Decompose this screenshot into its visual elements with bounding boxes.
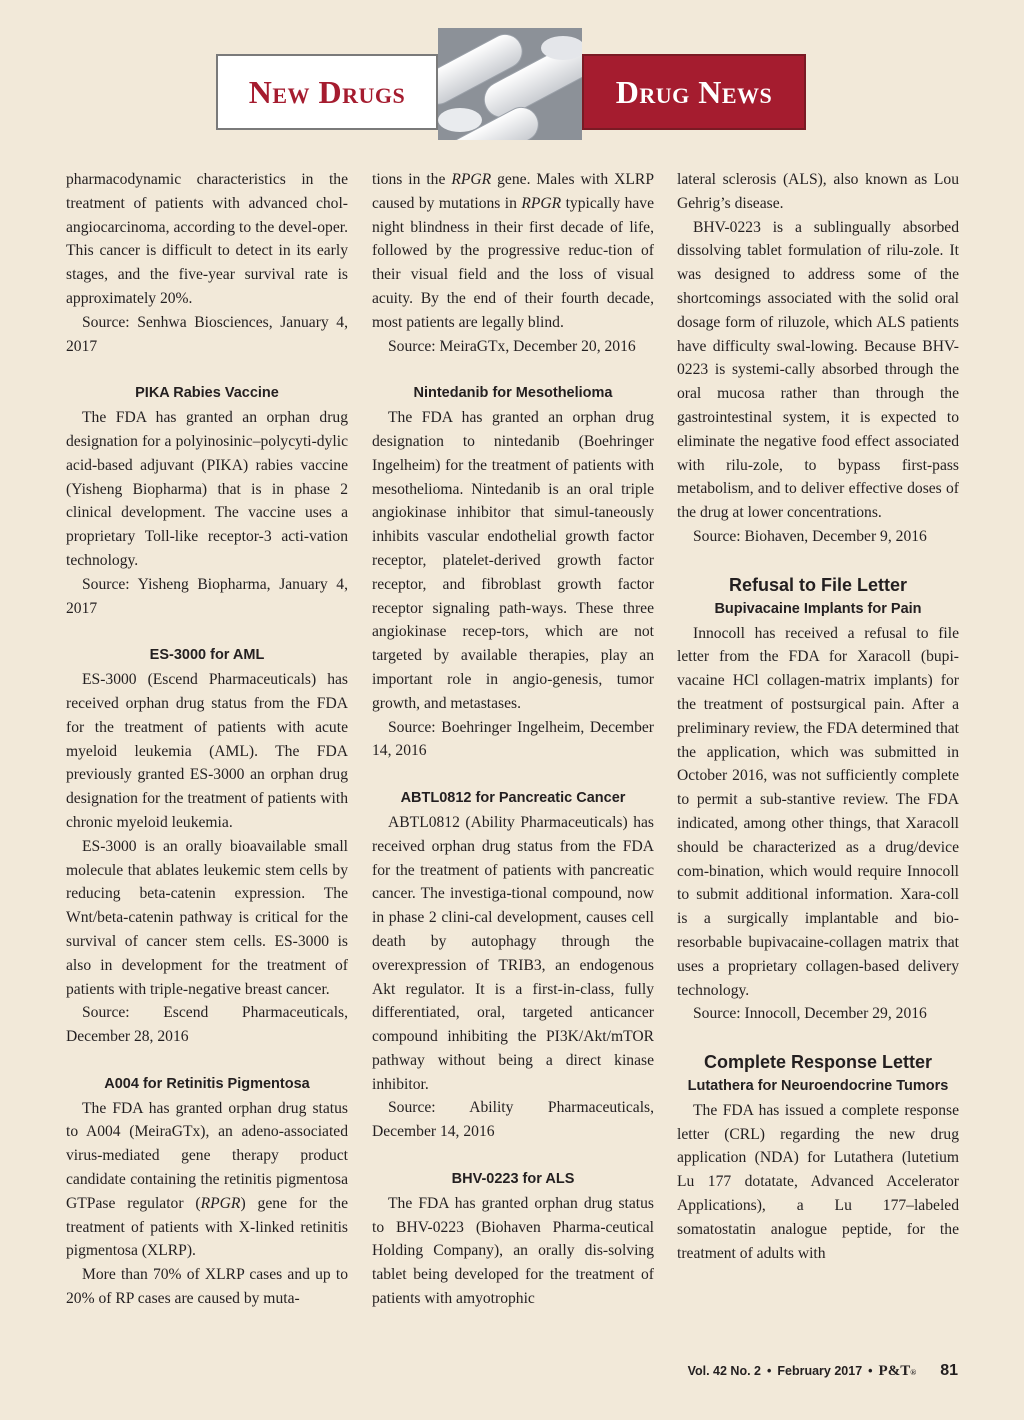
heading-es3000-aml: ES-3000 for AML — [149, 647, 265, 664]
pills-illustration — [438, 28, 582, 140]
text-run: typically have night blindness in their first decade of life, followed by the progressive reduc-tion of their visual field and the loss of visual acuity. By the end of their fourth decade, most patients are legally blind. — [372, 194, 655, 331]
heading-refusal-to-file-letter: Refusal to File Letter — [728, 574, 908, 595]
gene-name: RPGR — [521, 194, 562, 212]
new-drugs-label-box — [216, 54, 438, 130]
source-line: Source: Boehringer Ingelheim, December 14, 2016 — [372, 718, 654, 760]
source-line: Source: Biohaven, December 9, 2016 — [693, 527, 927, 545]
body-paragraph — [66, 1097, 348, 1264]
body-paragraph: Innocoll has received a refusal to file letter from the FDA for Xaracoll (bupi-vacaine HCl collagen-matrix implants) for the treatment of postsurgical pain. After a preliminary review, the FDA determined that the application, which was submitted in October 2016, was not sufficiently complete to permit a sub-stantive review. The FDA indicated, among other things, that Xaracoll should be characterized as a drug/device com-bination, which would require Innocoll to submit additional information. Xara-coll is a surgically implantable and bio-resorbable bupivacaine-collagen matrix that uses a proprietary collagen-based delivery technology. — [677, 624, 959, 999]
heading-lutathera-neuroendocrine: Lutathera for Neuroendocrine Tumors — [687, 1078, 949, 1095]
column-3 — [677, 168, 959, 1265]
text-run: The FDA has granted orphan drug status to A004 (MeiraGTx), an adeno-associated virus-mediated gene therapy product candidate containing the retinitis pigmentosa GTPase regulator ( — [66, 1099, 348, 1212]
heading-abtl0812-pancreatic-cancer: ABTL0812 for Pancreatic Cancer — [400, 790, 626, 807]
separator-bullet: • — [868, 1364, 873, 1378]
text-run: tions in the — [372, 171, 452, 188]
heading-nintedanib-mesothelioma: Nintedanib for Mesothelioma — [413, 385, 613, 402]
pills-photo — [438, 28, 582, 140]
body-paragraph: pharmacodynamic characteristics in the treatment of patients with advanced chol-angiocarcinoma, according to the devel-oper. This cancer is difficult to detect in its early stages, and the five-year survival rate is approximately 20%. — [66, 171, 348, 307]
section-banner — [216, 28, 808, 140]
heading-complete-response-letter: Complete Response Letter — [703, 1052, 933, 1073]
separator-bullet: • — [766, 1364, 772, 1378]
body-paragraph: The FDA has granted orphan drug status to BHV-0223 (Biohaven Pharma-ceutical Holding Company), an orally dis-solving tablet being developed for the treatment of patients with amyotrophic — [372, 1194, 654, 1308]
journal-title: P&T — [878, 1363, 911, 1379]
page-footer — [688, 1362, 958, 1380]
body-paragraph: More than 70% of XLRP cases and up to 20% of RP cases are caused by muta- — [66, 1266, 348, 1308]
body-paragraph — [372, 168, 654, 335]
heading-a004-retinitis-pigmentosa: A004 for Retinitis Pigmentosa — [104, 1075, 310, 1092]
gene-name: RPGR — [451, 171, 492, 188]
body-paragraph: lateral sclerosis (ALS), also known as Lou Gehrig’s disease. — [677, 171, 959, 212]
body-paragraph: ES-3000 (Escend Pharmaceuticals) has received orphan drug status from the FDA for the treatment of patients with acute myeloid leukemia (AML). The FDA previously granted ES-3000 an orphan drug designation for the treatment of patients with chronic myeloid leukemia. — [66, 671, 348, 831]
body-paragraph: The FDA has granted an orphan drug designation for a polyinosinic–polycyti-dylic acid-based adjuvant (PIKA) rabies vaccine (Yisheng Biopharma) that is in phase 2 clinical development. The vaccine uses a proprietary Toll-like receptor-3 acti-vation technology. — [66, 409, 348, 569]
drug-news-label: Drug News — [615, 73, 773, 110]
text-run: ) gene for the treatment of patients with X-linked retinitis pigmentosa (XLRP). — [66, 1194, 348, 1260]
source-line: Source: Innocoll, December 29, 2016 — [693, 1005, 927, 1023]
body-paragraph: ABTL0812 (Ability Pharmaceuticals) has received orphan drug status from the FDA for the treatment of patients with pancreatic cancer. The investiga-tional compound, now in phase 2 clini-cal development, causes cell death by autophagy through the overexpression of TRIB3, an endogenous Akt regulator. It is a first-in-class, fully differentiated, oral, targeted anticancer compound inhibiting the PI3K/Akt/mTOR pathway without being a direct kinase inhibitor. — [372, 813, 654, 1093]
source-line: Source: Yisheng Biopharma, January 4, 2017 — [66, 575, 348, 617]
page-number: 81 — [940, 1362, 958, 1379]
column-2 — [372, 168, 654, 1311]
drug-news-label-box — [582, 54, 806, 130]
journal-name — [879, 1363, 917, 1380]
source-line: Source: Ability Pharmaceuticals, December 14, 2016 — [372, 1099, 654, 1141]
text-run: gene. Males with XLRP caused by mutations in — [372, 171, 654, 212]
source-line: Source: Escend Pharmaceuticals, December 28, 2016 — [66, 1004, 348, 1046]
gene-name: RPGR — [200, 1194, 241, 1212]
registered-mark: ® — [910, 1368, 917, 1377]
volume-issue: Vol. 42 No. 2 — [687, 1364, 761, 1378]
body-paragraph: The FDA has issued a complete response letter (CRL) regarding the new drug application (NDA) for Lutathera (lutetium Lu 177 dotatate, Advanced Accelerator Applications), a Lu 177–labeled somatostatin analogue peptide, for the treatment of adults with — [677, 1101, 959, 1262]
new-drugs-label: New Drugs — [248, 73, 406, 110]
body-paragraph: ES-3000 is an orally bioavailable small molecule that ablates leukemic stem cells by reducing beta-catenin expression. The Wnt/beta-catenin pathway is critical for the survival of cancer stem cells. ES-3000 is also in development for the treatment of patients with triple-negative breast cancer. — [66, 837, 348, 998]
issue-date: February 2017 — [777, 1364, 863, 1378]
body-paragraph: BHV-0223 is a sublingually absorbed dissolving tablet formulation of rilu-zole. It was designed to address some of the shortcomings associated with the solid oral dosage form of riluzole, which ALS patients have difficulty swal-lowing. Because BHV-0223 is systemi-cally absorbed through the oral mucosa rather than through the gastrointestinal system, it is expected to eliminate the negative food effect associated with rilu-zole, to bypass first-pass metabolism, and to deliver effective doses of the drug at lower concentrations. — [677, 218, 959, 522]
body-paragraph: The FDA has granted an orphan drug designation to nintedanib (Boehringer Ingelheim) for the treatment of patients with mesothelioma. Nintedanib is an oral triple angiokinase inhibitor that simul-taneously inhibits vascular endothelial growth factor receptor, platelet-derived growth factor receptor, and fibroblast growth factor receptor signaling path-ways. These three angiokinase recep-tors, which are not targeted by available therapies, play an important role in angio-genesis, tumor growth, and metastases. — [372, 409, 654, 712]
heading-bupivacaine-implants: Bupivacaine Implants for Pain — [714, 600, 922, 617]
source-line: Source: MeiraGTx, December 20, 2016 — [388, 337, 636, 355]
column-1 — [66, 168, 348, 1311]
heading-pika-rabies-vaccine: PIKA Rabies Vaccine — [135, 385, 279, 402]
source-line: Source: Senhwa Biosciences, January 4, 2017 — [66, 313, 348, 355]
heading-bhv0223-als: BHV-0223 for ALS — [451, 1171, 575, 1188]
